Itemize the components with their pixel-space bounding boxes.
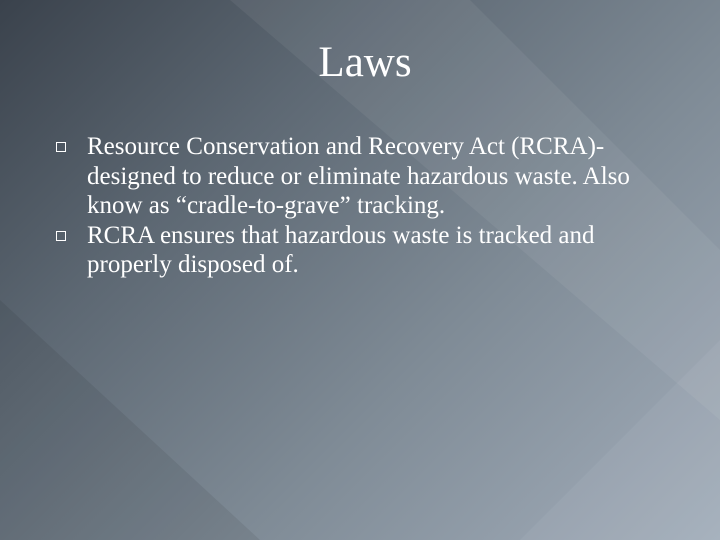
square-bullet-icon <box>56 142 66 152</box>
bullet-item <box>56 221 676 280</box>
bullet-list <box>56 132 676 280</box>
slide-title: Laws <box>318 39 412 86</box>
bullet-text: RCRA ensures that hazardous waste is tracked and properly disposed of. <box>87 221 595 278</box>
bullet-text: Resource Conservation and Recovery Act (RCRA)-designed to reduce or eliminate hazardous waste. Also know as “cradle-to-grave” tracking. <box>87 133 630 219</box>
square-bullet-icon <box>56 231 66 241</box>
bullet-item <box>56 132 676 221</box>
